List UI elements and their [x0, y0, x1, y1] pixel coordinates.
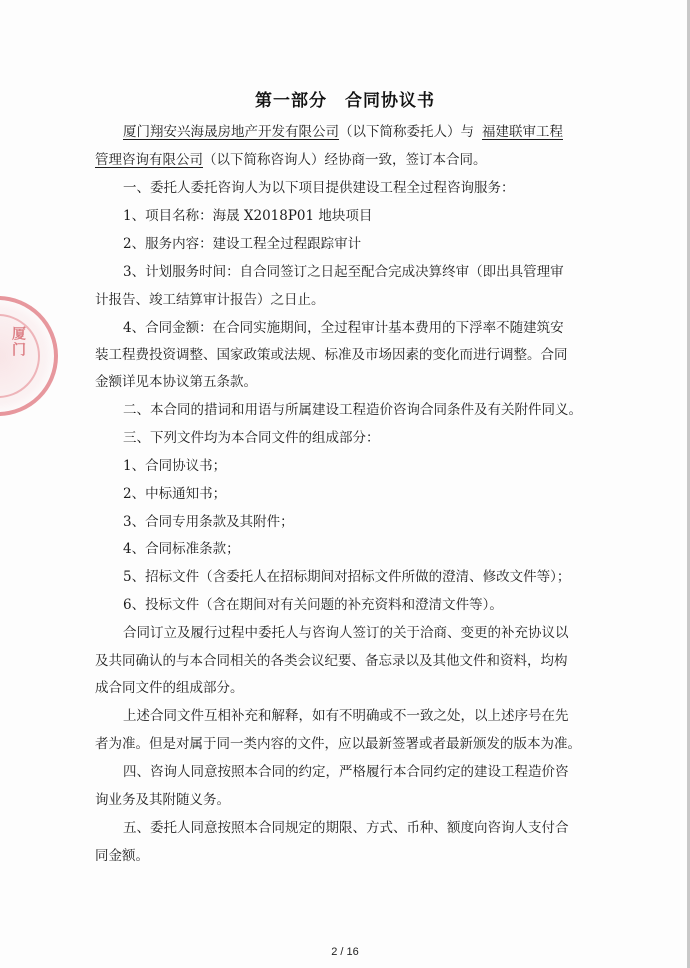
clause-1-item-3-cont: 计报告、竣工结算审计报告）之日止。 — [95, 292, 325, 308]
clause-1-item-3: 3、计划服务时间：自合同签订之日起至配合完成决算终审（即出具管理审 — [123, 264, 564, 280]
section-title — [0, 86, 690, 111]
intro-line-2 — [95, 150, 595, 170]
seal-text: 厦门 — [10, 326, 26, 358]
consultant-note: （以下简称咨询人）经协商一致，签订本合同。 — [203, 152, 487, 168]
clause-1-item-4-cont-2: 金额详见本协议第五条款。 — [95, 374, 257, 390]
clause-1-item-1: 1、项目名称：海晟 X2018P01 地块项目 — [123, 208, 373, 224]
clause-1-item-2: 2、服务内容：建设工程全过程跟踪审计 — [123, 236, 362, 252]
intro-line-1 — [123, 122, 595, 142]
consultant-name-part-2: 管理咨询有限公司 — [95, 152, 203, 168]
clause-3-item-6: 6、投标文件（含在期间对有关问题的补充资料和澄清文件等）。 — [123, 597, 503, 613]
section-part-label: 第一部分 — [255, 91, 327, 111]
precedence-para-line-1: 上述合同文件互相补充和解释，如有不明确或不一致之处，以上述序号在先 — [123, 708, 569, 724]
clause-4-line-1: 四、咨询人同意按照本合同的约定，严格履行本合同约定的建设工程造价咨 — [123, 764, 569, 780]
consultant-name-part-1: 福建联审工程 — [482, 124, 563, 140]
clause-5-line-1: 五、委托人同意按照本合同规定的期限、方式、币种、额度向咨询人支付合 — [123, 820, 569, 836]
clause-3-item-5: 5、招标文件（含委托人在招标期间对招标文件所做的澄清、修改文件等）； — [123, 569, 571, 585]
clause-4-line-2: 询业务及其附随义务。 — [95, 792, 230, 808]
clause-3-item-2: 2、中标通知书； — [123, 486, 227, 502]
company-seal-stamp — [0, 296, 58, 416]
page-number: 2 / 16 — [331, 946, 359, 958]
supplement-para-line-3: 成合同文件的组成部分。 — [95, 680, 244, 696]
client-note: （以下简称委托人）与 — [339, 124, 474, 140]
clause-3-item-4: 4、合同标准条款； — [123, 541, 240, 557]
clause-1-heading: 一、委托人委托咨询人为以下项目提供建设工程全过程咨询服务： — [123, 180, 515, 196]
clause-3-heading: 三、下列文件均为本合同文件的组成部分： — [123, 430, 380, 446]
clause-3-item-3: 3、合同专用条款及其附件； — [123, 514, 294, 530]
clause-3-item-1: 1、合同协议书； — [123, 458, 227, 474]
precedence-para-line-2: 者为准。但是对属于同一类内容的文件，应以最新签署或者最新颁发的版本为准。 — [95, 736, 581, 752]
clause-1-item-4: 4、合同金额：在合同实施期间，全过程审计基本费用的下浮率不随建筑安 — [123, 320, 564, 336]
supplement-para-line-2: 及共同确认的与本合同相关的各类会议纪要、备忘录以及其他文件和资料，均构 — [95, 653, 568, 669]
supplement-para-line-1: 合同订立及履行过程中委托人与咨询人签订的关于洽商、变更的补充协议以 — [123, 625, 569, 641]
clause-5-line-2: 同金额。 — [95, 848, 149, 864]
section-name: 合同协议书 — [345, 91, 435, 111]
clause-1-item-4-cont-1: 装工程费投资调整、国家政策或法规、标准及市场因素的变化而进行调整。合同 — [95, 347, 568, 363]
client-name: 厦门翔安兴海晟房地产开发有限公司 — [123, 124, 339, 140]
clause-2: 二、本合同的措词和用语与所属建设工程造价咨询合同条件及有关附件同义。 — [123, 402, 582, 418]
